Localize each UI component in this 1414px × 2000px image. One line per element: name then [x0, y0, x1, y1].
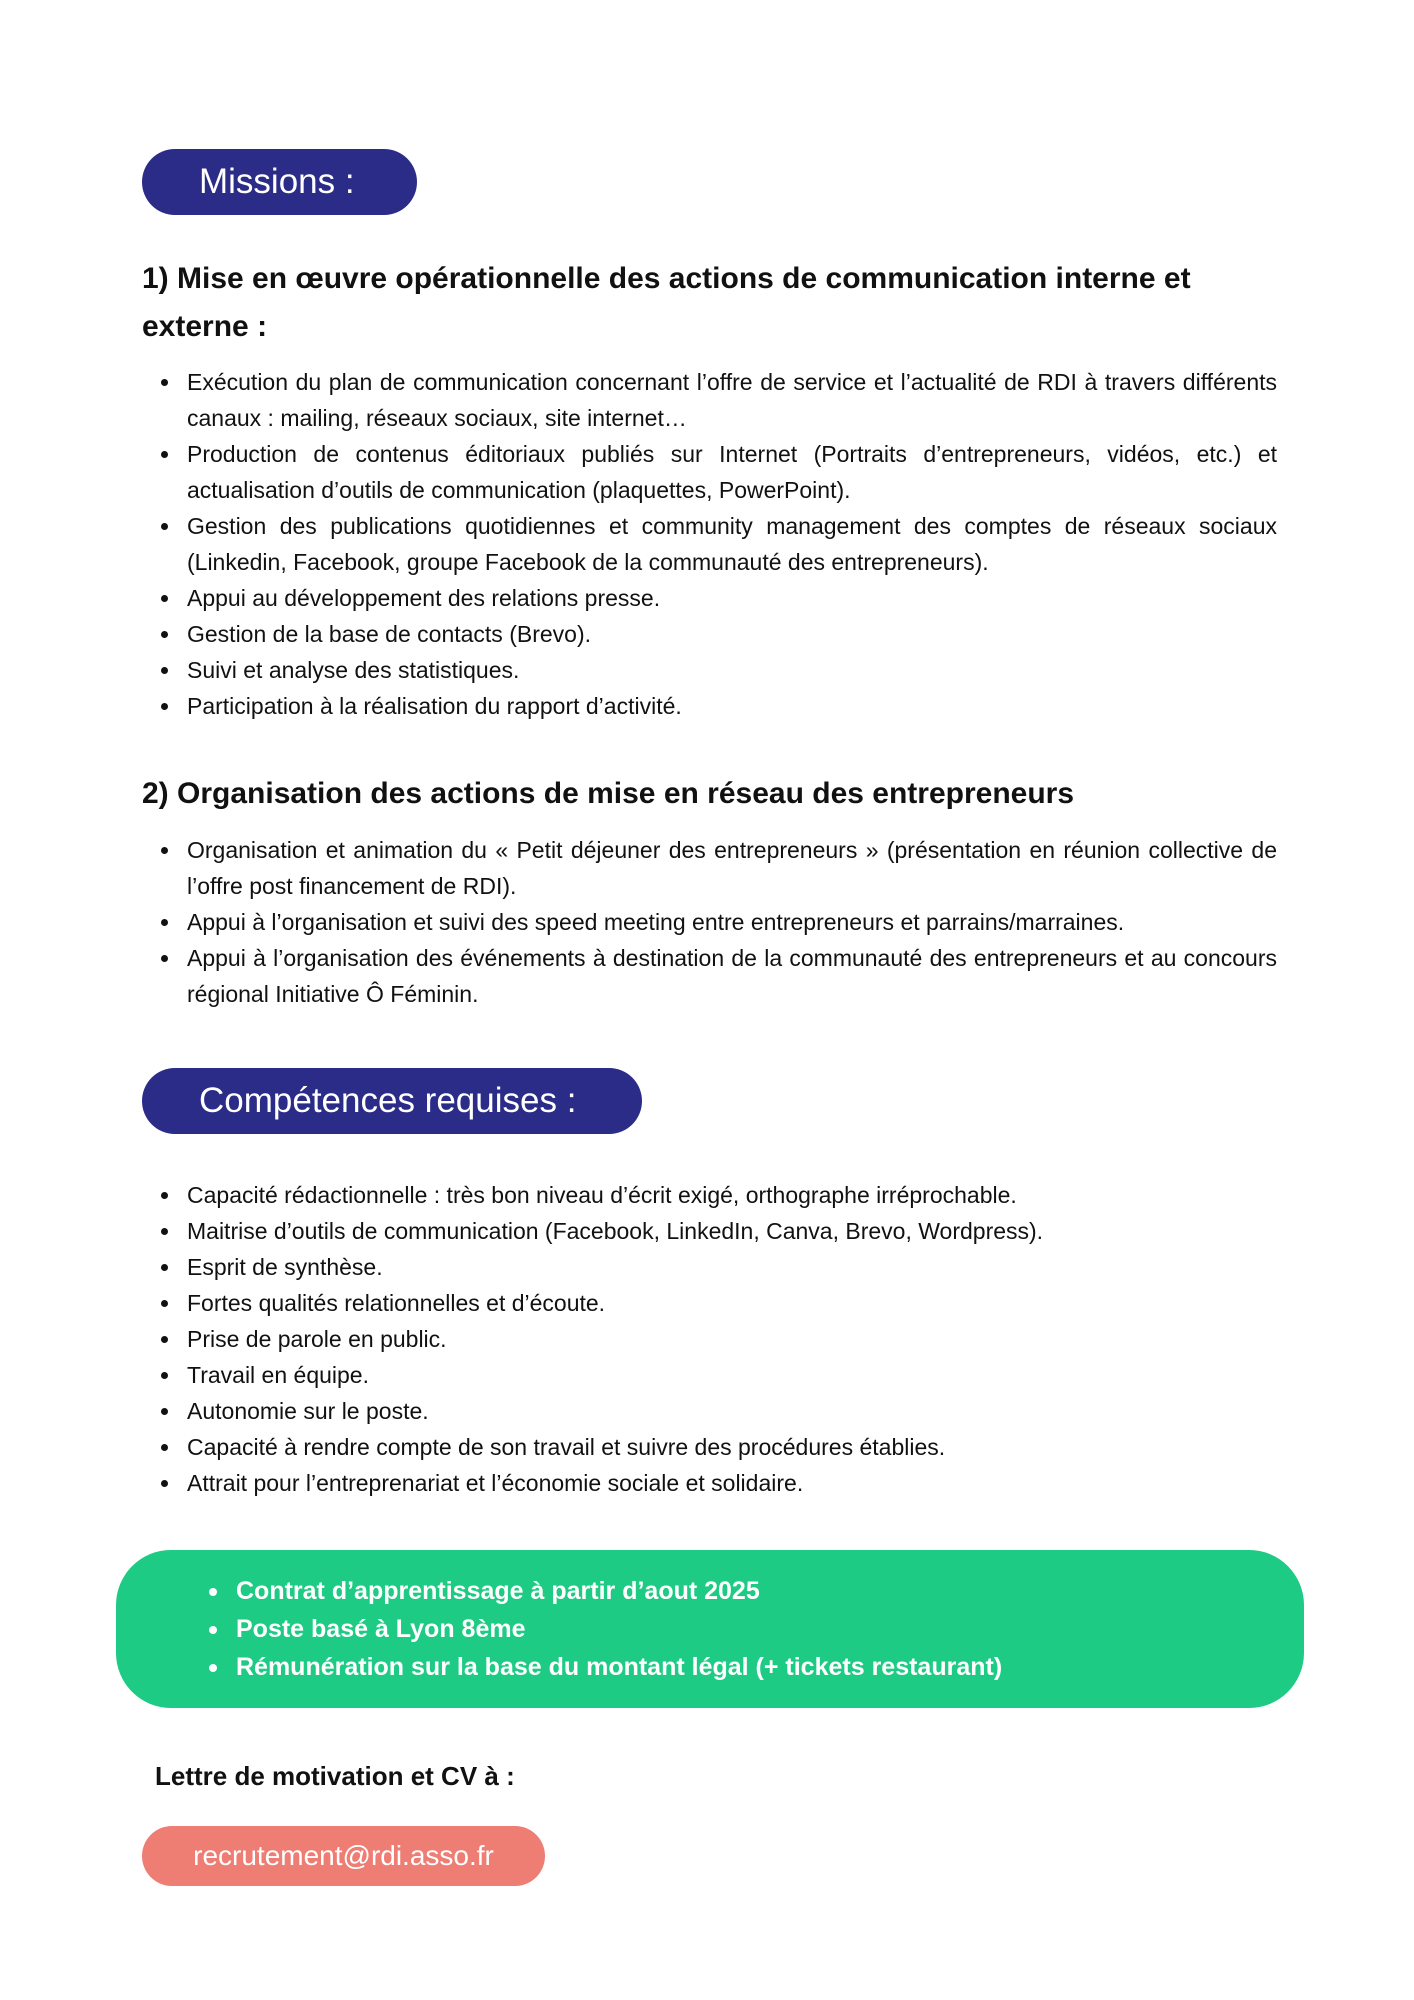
conditions-box: [116, 1550, 1304, 1708]
conditions-list: [204, 1572, 1002, 1686]
competences-list: [142, 1177, 1277, 1501]
section-2-title: 2) Organisation des actions de mise en réseau des entrepreneurs: [142, 777, 1075, 810]
section-1-list: [142, 364, 1277, 724]
list-item: Rémunération sur la base du montant légal (+ tickets restaurant): [204, 1648, 1002, 1686]
list-item: Autonomie sur le poste.: [142, 1393, 1277, 1429]
list-item: Appui à l’organisation des événements à destination de la communauté des entrepreneurs et au concours régional Initiative Ô Féminin.: [142, 940, 1277, 1012]
email-link[interactable]: recrutement@rdi.asso.fr: [142, 1826, 545, 1886]
list-item: Appui à l’organisation et suivi des speed meeting entre entrepreneurs et parrains/marraines.: [142, 904, 1277, 940]
list-item: Appui au développement des relations presse.: [142, 580, 1277, 616]
list-item: Travail en équipe.: [142, 1357, 1277, 1393]
list-item: Esprit de synthèse.: [142, 1249, 1277, 1285]
section-1-title: 1) Mise en œuvre opérationnelle des actions de communication interne et externe :: [142, 262, 1191, 343]
list-item: Maitrise d’outils de communication (Facebook, LinkedIn, Canva, Brevo, Wordpress).: [142, 1213, 1277, 1249]
list-item: Capacité rédactionnelle : très bon niveau d’écrit exigé, orthographe irréprochable.: [142, 1177, 1277, 1213]
list-item: Contrat d’apprentissage à partir d’aout 2025: [204, 1572, 1002, 1610]
section-2-list: [142, 832, 1277, 1012]
list-item: Suivi et analyse des statistiques.: [142, 652, 1277, 688]
list-item: Prise de parole en public.: [142, 1321, 1277, 1357]
list-item: Poste basé à Lyon 8ème: [204, 1610, 1002, 1648]
competences-heading: Compétences requises :: [142, 1068, 642, 1134]
missions-heading: Missions :: [142, 149, 417, 215]
list-item: Organisation et animation du « Petit déjeuner des entrepreneurs » (présentation en réunion collective de l’offre post financement de RDI).: [142, 832, 1277, 904]
list-item: Production de contenus éditoriaux publiés sur Internet (Portraits d’entrepreneurs, vidéos, etc.) et actualisation d’outils de communication (plaquettes, PowerPoint).: [142, 436, 1277, 508]
list-item: Participation à la réalisation du rapport d’activité.: [142, 688, 1277, 724]
list-item: Gestion des publications quotidiennes et community management des comptes de réseaux sociaux (Linkedin, Facebook, groupe Facebook de la communauté des entrepreneurs).: [142, 508, 1277, 580]
list-item: Gestion de la base de contacts (Brevo).: [142, 616, 1277, 652]
list-item: Exécution du plan de communication concernant l’offre de service et l’actualité de RDI à travers différents canaux : mailing, réseaux sociaux, site internet…: [142, 364, 1277, 436]
list-item: Capacité à rendre compte de son travail et suivre des procédures établies.: [142, 1429, 1277, 1465]
application-label: Lettre de motivation et CV à :: [155, 1761, 515, 1791]
list-item: Fortes qualités relationnelles et d’écoute.: [142, 1285, 1277, 1321]
list-item: Attrait pour l’entreprenariat et l’économie sociale et solidaire.: [142, 1465, 1277, 1501]
